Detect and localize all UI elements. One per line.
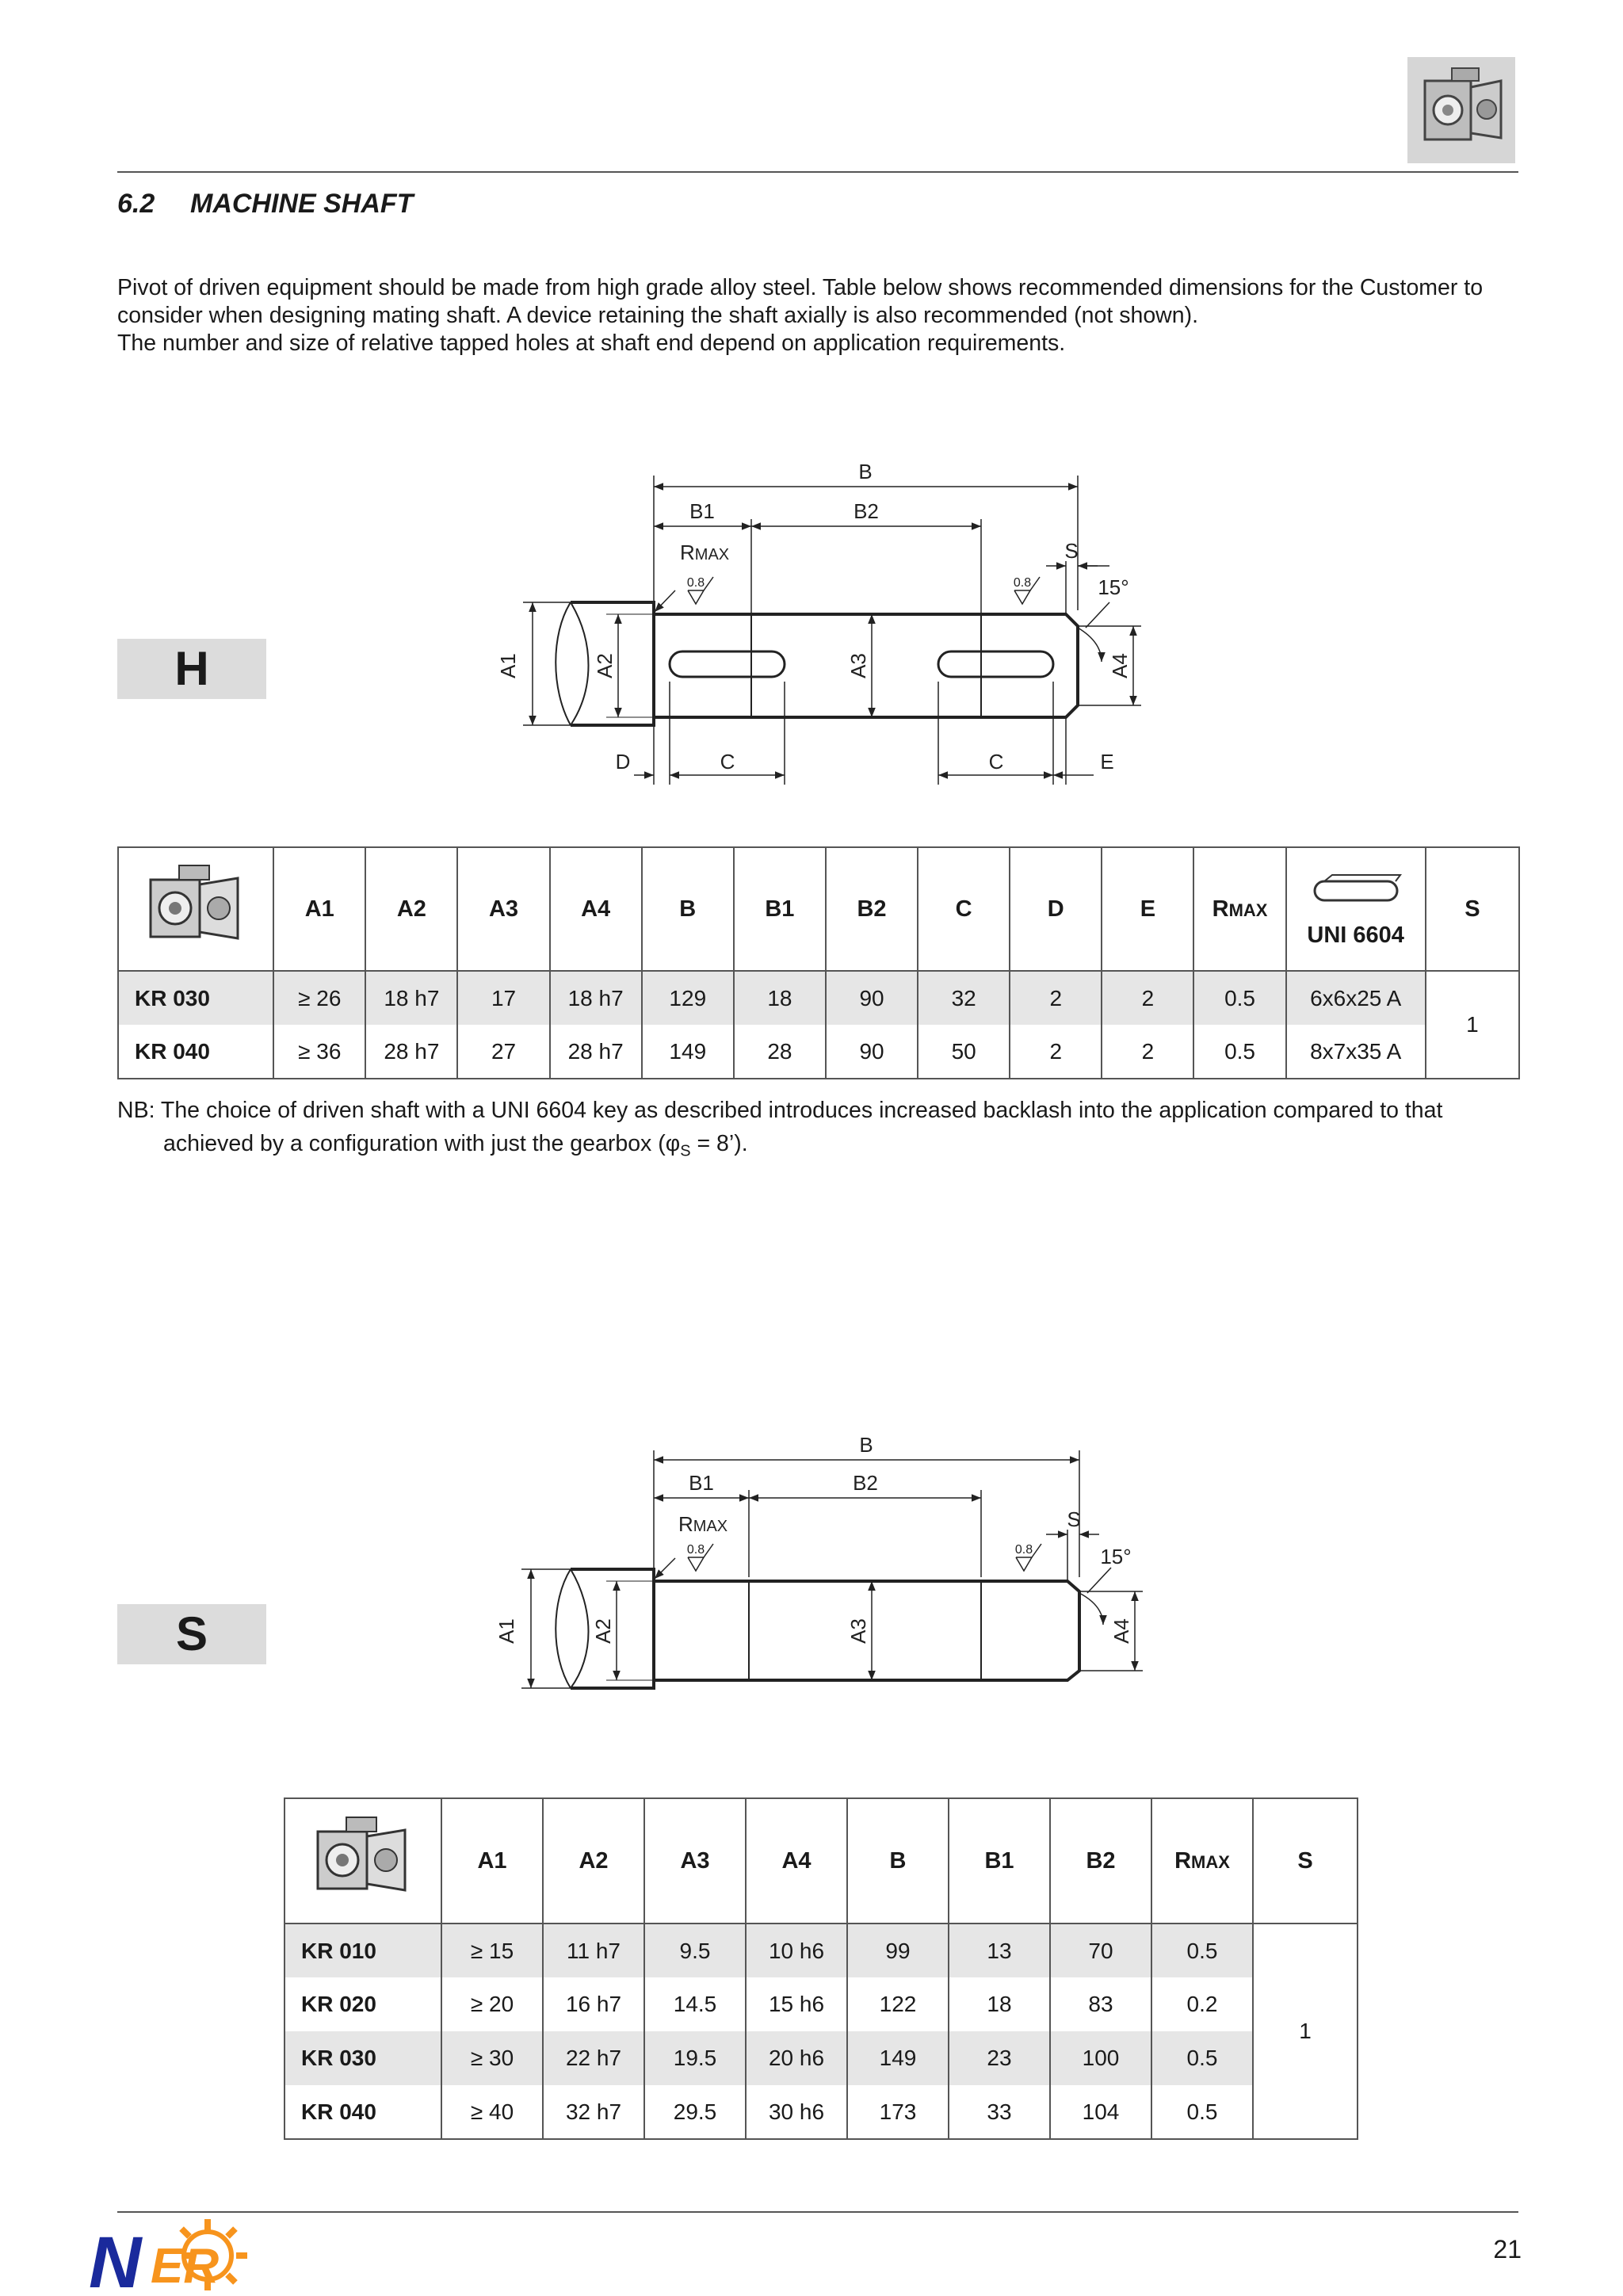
table-cell: 83: [1050, 1977, 1151, 2031]
dim-c-right: C: [988, 750, 1004, 774]
model-cell: KR 030: [118, 971, 273, 1025]
table-cell: 29.5: [644, 2085, 746, 2139]
s-col-b2: B2: [1050, 1798, 1151, 1924]
table-row: [285, 2031, 1358, 2085]
table-row: [285, 1977, 1358, 2031]
svg-text:ER: ER: [151, 2239, 220, 2292]
dim-b1: B1: [689, 499, 715, 523]
table-cell: 50: [918, 1025, 1010, 1079]
table-cell: 33: [949, 2085, 1050, 2139]
table-h-gearbox-icon-cell: [118, 847, 273, 971]
gearbox-icon: [136, 856, 255, 956]
s-dim-s: S: [1067, 1507, 1081, 1531]
table-cell: 2: [1102, 971, 1193, 1025]
table-cell: 0.5: [1151, 2085, 1253, 2139]
ner-logo: [89, 2216, 263, 2296]
table-cell: ≥ 15: [441, 1924, 543, 1977]
s-col-b: B: [847, 1798, 949, 1924]
footer-rule: [117, 2211, 1518, 2213]
col-b1: B1: [734, 847, 826, 971]
table-cell: 15 h6: [746, 1977, 847, 2031]
model-cell: KR 040: [301, 2099, 376, 2124]
table-cell: 129: [642, 971, 734, 1025]
s-dim-b1: B1: [689, 1471, 714, 1495]
table-cell: 20 h6: [746, 2031, 847, 2085]
table-cell: 90: [826, 1025, 918, 1079]
table-cell: 0.5: [1193, 971, 1285, 1025]
col-key: UNI 6604: [1286, 847, 1426, 971]
table-cell: 18: [949, 1977, 1050, 2031]
table-cell: 0.5: [1193, 1025, 1285, 1079]
s-dim-a3: A3: [846, 1618, 870, 1644]
table-cell: 149: [642, 1025, 734, 1079]
intro-text: [117, 274, 1520, 357]
table-cell: 32 h7: [543, 2085, 644, 2139]
table-row: [118, 971, 1519, 1025]
s-dim-angle: 15°: [1100, 1545, 1132, 1568]
table-cell: 104: [1050, 2085, 1151, 2139]
col-e: E: [1102, 847, 1193, 971]
table-cell: 18 h7: [365, 971, 457, 1025]
dim-c-left: C: [720, 750, 735, 774]
table-cell: 28 h7: [365, 1025, 457, 1079]
table-cell: 28 h7: [550, 1025, 642, 1079]
table-cell: 14.5: [644, 1977, 746, 2031]
ner-logo-icon: [89, 2216, 263, 2292]
dimension-table-h: [117, 846, 1520, 1079]
col-b2: B2: [826, 847, 918, 971]
table-cell: 0.2: [1151, 1977, 1253, 2031]
table-cell: 0.5: [1151, 2031, 1253, 2085]
table-cell: 13: [949, 1924, 1050, 1977]
s-dim-a2: A2: [591, 1618, 615, 1644]
note: NB: The choice of driven shaft with a UNI 6604 key as described introduces increased backlash into the application compared to that achieved by a configuration with just the gearbox ($\varphi_S$ = 8’).: [117, 1098, 1443, 1160]
table-row: [285, 2085, 1358, 2139]
col-c: C: [918, 847, 1010, 971]
shaft-drawing-s: [475, 1419, 1189, 1720]
table-cell: 8x7x35 A: [1286, 1025, 1426, 1079]
page-number: 21: [1493, 2235, 1522, 2264]
table-cell: 22 h7: [543, 2031, 644, 2085]
s-finish-mark-left: 0.8: [686, 1543, 705, 1557]
s-dim-a4: A4: [1109, 1618, 1133, 1644]
table-cell: 16 h7: [543, 1977, 644, 2031]
table-cell: 70: [1050, 1924, 1151, 1977]
table-cell: ≥ 20: [441, 1977, 543, 2031]
table-cell: ≥ 40: [441, 2085, 543, 2139]
dim-d: D: [615, 750, 631, 774]
intro-paragraph-2: The number and size of relative tapped holes at shaft end depend on application requirements.: [117, 330, 1066, 356]
table-row: [285, 1924, 1358, 1977]
s-col-a1: A1: [441, 1798, 543, 1924]
s-col-a2: A2: [543, 1798, 644, 1924]
table-cell: 2: [1010, 1025, 1102, 1079]
table-cell: 149: [847, 2031, 949, 2085]
dim-r: RMAX: [680, 541, 730, 564]
dim-s: S: [1064, 539, 1079, 563]
s-col-s: S: [1253, 1798, 1358, 1924]
col-d: D: [1010, 847, 1102, 971]
table-cell: 11 h7: [543, 1924, 644, 1977]
table-cell: ≥ 30: [441, 2031, 543, 2085]
table-cell: 100: [1050, 2031, 1151, 2085]
col-a2: A2: [365, 847, 457, 971]
table-cell: 99: [847, 1924, 949, 1977]
header-rule: [117, 171, 1518, 173]
table-cell: 9.5: [644, 1924, 746, 1977]
table-cell: 23: [949, 2031, 1050, 2085]
s-finish-mark-right: 0.8: [1014, 1543, 1033, 1557]
table-cell: ≥ 36: [273, 1025, 365, 1079]
s-col-a4: A4: [746, 1798, 847, 1924]
table-cell: 28: [734, 1025, 826, 1079]
s-value-cell: 1: [1426, 971, 1519, 1079]
svg-text:N: N: [89, 2222, 142, 2292]
s-dim-b: B: [859, 1433, 873, 1457]
table-cell: 90: [826, 971, 918, 1025]
table-cell: 10 h6: [746, 1924, 847, 1977]
table-cell: 18: [734, 971, 826, 1025]
table-cell: 122: [847, 1977, 949, 2031]
s-value-cell: 1: [1253, 1924, 1358, 2139]
dim-a1: A1: [496, 653, 520, 678]
intro-paragraph-1: Pivot of driven equipment should be made from high grade alloy steel. Table below shows recommended dimensions for the Customer to consider when designing mating shaft. A device retaining the shaft axially is also recommended (not shown).: [117, 275, 1484, 328]
dim-b: B: [858, 460, 873, 483]
s-col-rmax: RMAX: [1151, 1798, 1253, 1924]
table-s-gearbox-icon-cell: [285, 1798, 441, 1924]
col-rmax: RMAX: [1193, 847, 1285, 971]
dim-e: E: [1100, 750, 1114, 774]
s-dim-b2: B2: [853, 1471, 878, 1495]
model-cell: KR 030: [285, 2031, 441, 2085]
table-cell: ≥ 26: [273, 971, 365, 1025]
table-cell: 32: [918, 971, 1010, 1025]
dimension-table-s: [284, 1797, 1358, 2140]
key-icon: [1308, 870, 1403, 910]
table-cell: 18 h7: [550, 971, 642, 1025]
table-cell: 30 h6: [746, 2085, 847, 2139]
col-a1: A1: [273, 847, 365, 971]
table-cell: 2: [1102, 1025, 1193, 1079]
gearbox-thumbnail-icon: [1407, 57, 1515, 163]
table-cell: 2: [1010, 971, 1102, 1025]
col-a4: A4: [550, 847, 642, 971]
shaft-drawing-h: [475, 452, 1189, 800]
dim-a2: A2: [593, 653, 617, 678]
model-cell: KR 020: [301, 1992, 376, 2016]
dim-a3: A3: [846, 653, 870, 678]
section-title: MACHINE SHAFT: [190, 189, 414, 219]
finish-mark-left: 0.8: [686, 576, 705, 590]
col-b: B: [642, 847, 734, 971]
s-col-a3: A3: [644, 1798, 746, 1924]
table-cell: 19.5: [644, 2031, 746, 2085]
variant-badge-h: H: [117, 639, 266, 699]
dim-angle: 15°: [1098, 575, 1129, 599]
table-cell: 0.5: [1151, 1924, 1253, 1977]
s-col-b1: B1: [949, 1798, 1050, 1924]
model-cell: KR 010: [285, 1924, 441, 1977]
dim-b2: B2: [854, 499, 879, 523]
table-cell: 173: [847, 2085, 949, 2139]
col-a3: A3: [457, 847, 549, 971]
table-cell: 6x6x25 A: [1286, 971, 1426, 1025]
table-cell: 17: [457, 971, 549, 1025]
gearbox-icon: [304, 1808, 422, 1908]
variant-badge-s: S: [117, 1604, 266, 1664]
s-dim-a1: A1: [495, 1618, 518, 1644]
dim-a4: A4: [1108, 653, 1132, 678]
model-cell: KR 040: [135, 1038, 210, 1064]
finish-mark-right: 0.8: [1013, 576, 1032, 590]
table-cell: 27: [457, 1025, 549, 1079]
s-dim-r: RMAX: [678, 1512, 728, 1536]
col-s: S: [1426, 847, 1519, 971]
section-number: 6.2: [117, 189, 155, 219]
table-row: [118, 1025, 1519, 1079]
